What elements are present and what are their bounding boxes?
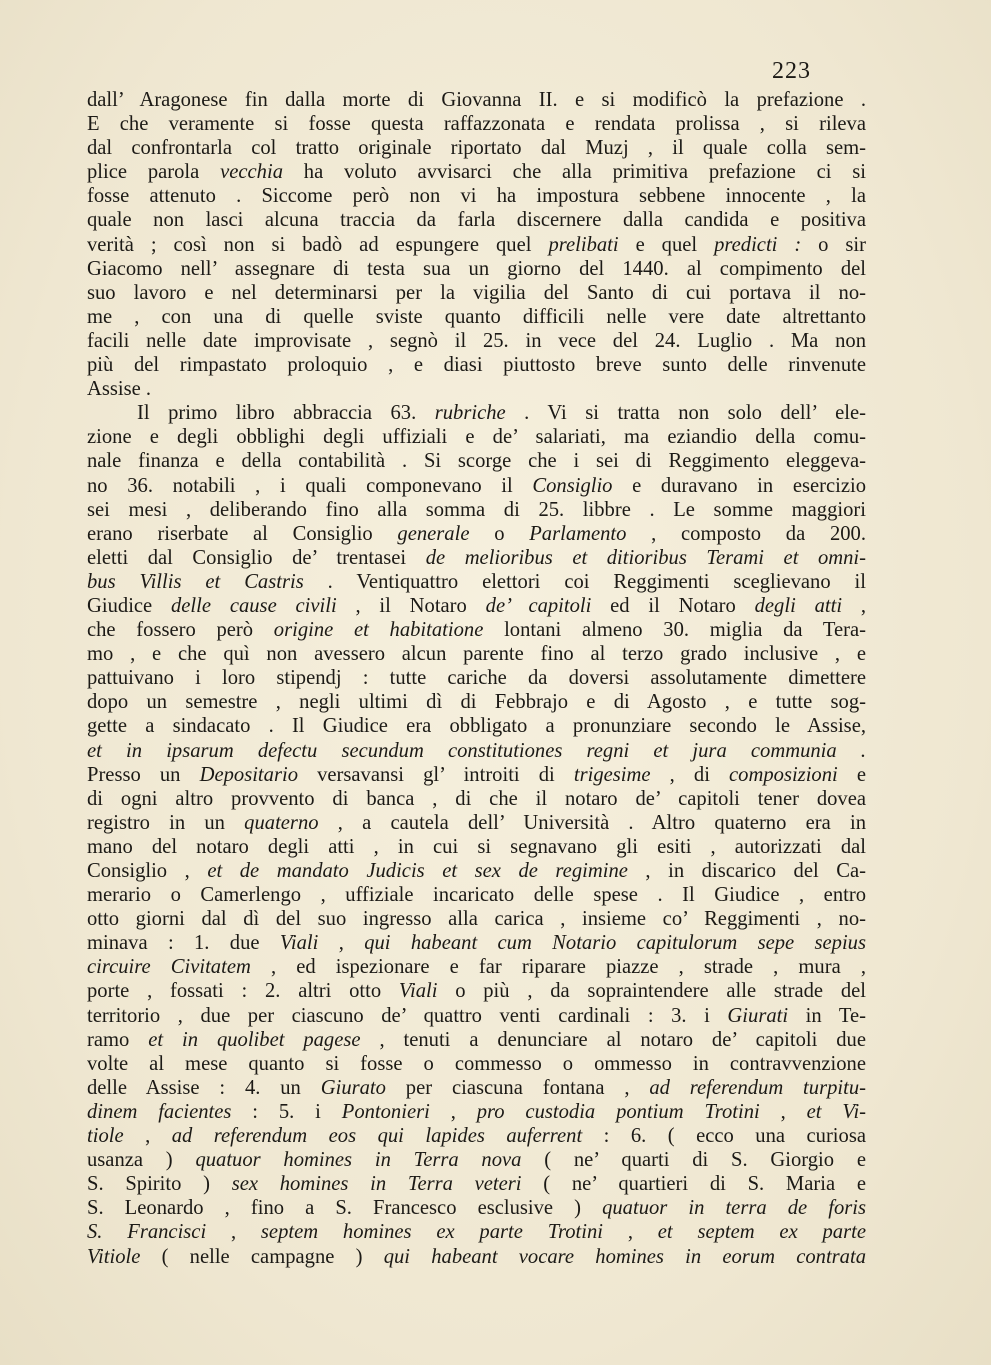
text-segment: merario o Camerlengo , uffiziale incaricato delle spese . Il Giudice , entro (87, 884, 866, 907)
text-line (87, 763, 866, 787)
text-segment: usanza ) (87, 1149, 196, 1172)
italic-text: de’ capitoli (485, 594, 592, 617)
text-line (87, 112, 866, 136)
text-segment: , ed ispezionare e far riparare piazze , strade , mura , (250, 956, 866, 979)
text-line (87, 498, 866, 522)
italic-text: S. Francisci (87, 1221, 207, 1244)
text-segment: versavansi gl’ introiti di (298, 763, 574, 786)
italic-text: sex homines in Terra veteri (231, 1173, 522, 1196)
text-segment: sei mesi , deliberando fino alla somma di 25. libbre . Le somme maggiori (87, 498, 866, 521)
text-segment: ( ne’ quarti di S. Giorgio e (521, 1149, 866, 1172)
italic-text: Giurati (727, 1004, 789, 1027)
italic-text: degli atti (754, 594, 843, 617)
italic-text: et in ipsarum defectu secundum constitutiones regni et jura communia . (87, 739, 866, 762)
text-line (87, 1148, 866, 1172)
text-line (87, 883, 866, 907)
text-line (87, 305, 866, 329)
text-segment: quale non lasci alcuna traccia da farla discernere dalla candida e positiva (87, 209, 866, 232)
text-segment: volte al mese quanto si fosse o commesso o ommesso in contravvenzione (87, 1052, 866, 1075)
text-segment: minava : 1. due (87, 932, 280, 955)
text-segment: facili nelle date improvisate , segnò il 25. in vece del 24. Luglio . Ma non (87, 329, 866, 352)
text-line (87, 594, 866, 618)
text-segment: per ciascuna fontana , (385, 1076, 650, 1099)
text-segment: territorio , due per ciascuno de’ quattro venti cardinali : 3. i (87, 1004, 728, 1027)
text-segment: delle Assise : 4. un (87, 1076, 321, 1099)
text-line (87, 257, 866, 281)
text-segment: plice parola (87, 161, 221, 184)
italic-text: generale (397, 522, 470, 545)
italic-text: et in quolibet pagese (148, 1028, 361, 1051)
text-line (87, 859, 866, 883)
text-segment: gette a sindacato . Il Giudice era obbligato a pronunziare secondo le Assise, (87, 715, 866, 738)
italic-text: Viali (398, 980, 438, 1003)
text-segment: porte , fossati : 2. altri otto (87, 980, 399, 1003)
text-line (87, 1004, 866, 1028)
text-line (87, 281, 866, 305)
text-segment: suo lavoro e nel determinarsi per la vigilia del Santo di cui portava il no- (87, 281, 866, 304)
italic-text: pro custodia pontium Trotini (476, 1100, 760, 1123)
text-segment: e (837, 763, 866, 786)
text-line (87, 1196, 866, 1220)
text-segment: o più , da sopraintendere alle strade del (437, 980, 866, 1003)
text-segment: : 6. ( ecco una curiosa (582, 1125, 866, 1148)
text-line (87, 570, 866, 594)
text-line (87, 787, 866, 811)
text-segment: , (318, 932, 365, 955)
text-line (87, 208, 866, 232)
text-segment: , di (650, 763, 730, 786)
text-segment: ramo (87, 1028, 149, 1051)
text-line (87, 1100, 866, 1124)
text-segment: , tenuti a denunciare al notaro de’ capitoli due (360, 1028, 866, 1051)
text-segment: zione e degli obblighi degli uffiziali e de’ salariati, ma eziandio della comu- (87, 426, 866, 449)
text-line (87, 329, 866, 353)
text-segment: mo , e che quì non avessero alcun parente fino al terzo grado inclusive , e (87, 643, 866, 666)
italic-text: et Vi- (806, 1100, 866, 1123)
text-segment: mano del notaro degli atti , in cui si segnavano gli esiti , autorizzati dal (87, 835, 866, 858)
text-segment: Consiglio , (87, 860, 208, 882)
text-segment: : 5. i (231, 1100, 342, 1123)
body-text (87, 88, 866, 1269)
italic-text: tiole (87, 1125, 124, 1148)
text-segment: S. Spirito ) (87, 1173, 232, 1196)
text-line (87, 1124, 866, 1148)
page-number: 223 (772, 58, 811, 84)
text-line (87, 835, 866, 859)
text-segment: ( nelle campagne ) (140, 1245, 384, 1268)
text-segment: dopo un semestre , negli ultimi dì di Febbrajo e di Agosto , e tutte sog- (87, 691, 866, 714)
text-segment: , composto da 200. (626, 522, 866, 545)
text-segment: , il Notaro (336, 594, 486, 617)
italic-text: origine et habitatione (273, 619, 484, 642)
italic-text: Pontonieri (341, 1100, 430, 1123)
italic-text: composizioni (729, 763, 838, 786)
italic-text: rubriche (434, 402, 506, 425)
italic-text: quatuor in terra de foris (602, 1197, 866, 1220)
text-segment: otto giorni dal dì del suo ingresso alla carica , insieme co’ Reggimenti , no- (87, 908, 866, 931)
text-line (87, 1028, 866, 1052)
text-line (87, 449, 866, 473)
text-line (87, 1052, 866, 1076)
text-line (87, 474, 866, 498)
text-segment: Giudice (87, 594, 171, 617)
italic-text: et de mandato Judicis et sex de regimine (207, 860, 628, 882)
text-line (87, 546, 866, 570)
text-line (87, 955, 866, 979)
italic-text: vecchia (220, 161, 283, 184)
text-segment: , (123, 1125, 172, 1148)
text-line (87, 642, 866, 666)
italic-text: Giurato (320, 1076, 386, 1099)
text-segment: , (206, 1221, 261, 1244)
text-line (87, 1220, 866, 1244)
italic-text: qui habeant vocare homines in eorum contrata (383, 1245, 866, 1268)
text-segment: S. Leonardo , fino a S. Francesco esclusive ) (87, 1197, 603, 1220)
text-line (87, 618, 866, 642)
text-line (87, 1076, 866, 1100)
text-segment: di ogni altro provvento di banca , di che il notaro de’ capitoli tener dovea (87, 787, 866, 810)
text-line (87, 184, 866, 208)
italic-text: ad referendum turpitu- (649, 1076, 866, 1099)
text-line (87, 522, 866, 546)
text-segment: eletti dal Consiglio de’ trentasei (87, 546, 426, 569)
italic-text: Depositario (199, 763, 298, 786)
text-line (87, 1172, 866, 1196)
text-segment: Assise . (87, 378, 152, 401)
text-line (87, 690, 866, 714)
text-segment: Presso un (87, 763, 200, 786)
text-line (87, 353, 866, 377)
text-line (87, 811, 866, 835)
italic-text: circuire Civitatem (87, 956, 251, 979)
italic-text: delle cause civili (171, 594, 337, 617)
text-segment: dal confrontarla col tratto originale riportato dal Muzj , il quale colla sem- (87, 137, 866, 160)
text-segment: pattuivano i loro stipendj : tutte cariche da doversi assolutamente dimettere (87, 667, 866, 690)
italic-text: Consiglio (532, 474, 613, 497)
text-segment: in Te- (788, 1004, 866, 1027)
text-line (87, 714, 866, 738)
italic-text: predicti : (714, 233, 802, 256)
text-line (87, 739, 866, 763)
text-segment: . Ventiquattro elettori coi Reggimenti sceglievano il (303, 570, 866, 593)
italic-text: et septem ex parte (657, 1221, 866, 1244)
text-segment: lontani almeno 30. miglia da Tera- (483, 619, 866, 642)
text-line (87, 979, 866, 1003)
italic-text: quatuor homines in Terra nova (195, 1149, 522, 1172)
text-line (87, 907, 866, 931)
text-line (87, 931, 866, 955)
text-segment: . Vi si tratta non solo dell’ ele- (505, 402, 866, 425)
text-segment: ( ne’ quartieri di S. Maria e (521, 1173, 866, 1196)
text-segment: me , con una di quelle sviste quanto difficili nelle vere date altrettanto (87, 305, 866, 328)
text-line (87, 233, 866, 257)
text-line (87, 425, 866, 449)
italic-text: qui habeant cum Notario capitulorum sepe sepius (364, 932, 866, 955)
text-segment: , (759, 1100, 807, 1123)
text-segment: no 36. notabili , i quali componevano il (87, 474, 533, 497)
italic-text: Parlamento (529, 522, 627, 545)
text-line (87, 666, 866, 690)
text-segment: dall’ Aragonese fin dalla morte di Giovanna II. e si modificò la prefazione . (87, 89, 866, 111)
italic-text: septem homines ex parte Trotini (260, 1221, 604, 1244)
text-segment: e quel (618, 233, 715, 256)
text-segment: e duravano in esercizio (612, 474, 866, 497)
text-segment: più del rimpastato proloquio , e diasi piuttosto breve sunto delle rinvenute (87, 354, 866, 377)
italic-text: de melioribus et ditioribus Terami et omni- (425, 546, 866, 569)
text-segment: E che veramente si fosse questa raffazzonata e rendata prolissa , si rileva (87, 113, 866, 136)
text-segment: ha voluto avvisarci che alla primitiva prefazione ci si (283, 161, 866, 184)
text-segment: verità ; così non si badò ad espungere quel (87, 233, 549, 256)
text-segment: , (842, 594, 866, 617)
text-line (87, 88, 866, 112)
italic-text: quaterno (244, 811, 319, 834)
text-segment: o (469, 522, 530, 545)
text-line (87, 401, 866, 425)
text-segment: , in discarico del Ca- (627, 860, 866, 882)
text-line (87, 160, 866, 184)
italic-text: bus Villis et Castris (87, 570, 304, 593)
italic-text: prelibati (548, 233, 619, 256)
text-segment: nale finanza e della contabilità . Si scorge che i sei di Reggimento eleggeva- (87, 450, 866, 473)
text-segment: Giacomo nell’ assegnare di testa sua un giorno del 1440. al compimento del (87, 257, 866, 280)
text-segment: ed il Notaro (591, 594, 755, 617)
italic-text: trigesime (573, 763, 651, 786)
text-segment: che fossero però (87, 619, 274, 642)
text-segment: Il primo libro abbraccia 63. (137, 402, 435, 425)
text-segment: , a cautela dell’ Università . Altro quaterno era in (318, 811, 866, 834)
italic-text: dinem facientes (87, 1100, 232, 1123)
text-line (87, 377, 866, 401)
text-segment: , (603, 1221, 658, 1244)
text-line (87, 1245, 866, 1269)
italic-text: Viali (279, 932, 319, 955)
text-segment: registro in un (87, 811, 245, 834)
text-segment: erano riserbate al Consiglio (87, 522, 398, 545)
text-segment: , (429, 1100, 477, 1123)
text-line (87, 136, 866, 160)
italic-text: ad referendum eos qui lapides auferrent (171, 1125, 583, 1148)
italic-text: Vitiole (87, 1245, 141, 1268)
text-segment: fosse attenuto . Siccome però non vi ha impostura sebbene innocente , la (87, 185, 866, 208)
text-segment: o sir (801, 233, 866, 256)
